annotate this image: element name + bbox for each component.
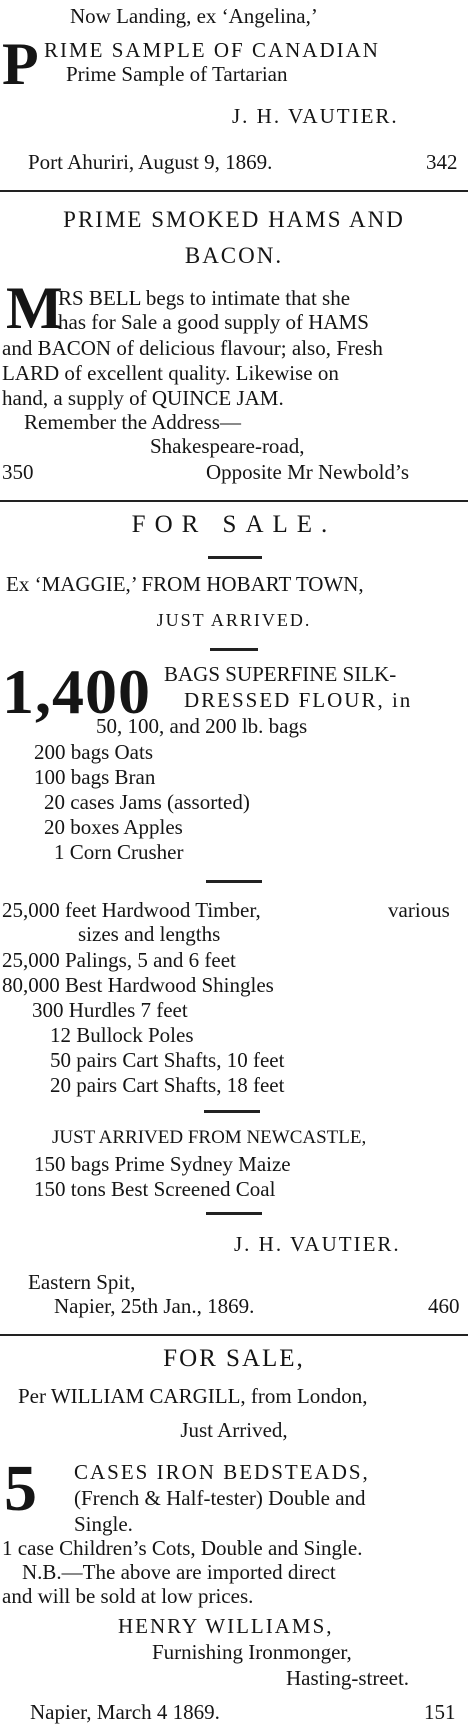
ad-line: CASES IRON BEDSTEADS,	[74, 1460, 370, 1484]
list-item: 200 bags Oats	[34, 740, 153, 764]
ad-line: Shakespeare-road,	[150, 434, 305, 458]
short-divider	[208, 556, 262, 559]
list-item-continuation: sizes and lengths	[78, 922, 221, 946]
ad-line: hand, a supply of QUINCE JAM.	[2, 386, 284, 410]
arrived-line: JUST ARRIVED.	[156, 610, 312, 630]
ad-line: LARD of excellent quality. Likewise on	[2, 361, 339, 385]
ad-line: Opposite Mr Newbold’s	[206, 460, 409, 484]
big-number: 1,400	[2, 656, 151, 727]
list-item: 25,000 Palings, 5 and 6 feet	[2, 948, 236, 972]
address-line: Eastern Spit,	[28, 1270, 136, 1294]
ad-title: FOR SALE,	[163, 1345, 305, 1372]
divider	[0, 1334, 468, 1336]
ref-number: 342	[426, 150, 458, 174]
ad-line: Single.	[74, 1512, 133, 1536]
signature: HENRY WILLIAMS,	[118, 1614, 334, 1638]
list-item: 50 pairs Cart Shafts, 10 feet	[50, 1048, 285, 1072]
short-divider	[206, 880, 262, 883]
list-item-continuation: various	[388, 898, 450, 922]
ad-line: and BACON of delicious flavour; also, Fresh	[2, 336, 383, 360]
divider	[0, 500, 468, 502]
ref-number: 151	[424, 1700, 456, 1724]
list-item: 1 Corn Crusher	[54, 840, 184, 864]
list-item: 25,000 feet Hardwood Timber,	[2, 898, 261, 922]
drop-cap: M	[6, 275, 63, 341]
ship-line: Ex ‘MAGGIE,’ FROM HOBART TOWN,	[6, 572, 364, 596]
ad-line: 50, 100, and 200 lb. bags	[96, 714, 308, 738]
place-date: Port Ahuriri, August 9, 1869.	[28, 150, 273, 174]
ad-line: BAGS SUPERFINE SILK-	[164, 662, 397, 686]
list-item: 150 tons Best Screened Coal	[34, 1177, 276, 1201]
short-divider	[206, 1212, 262, 1215]
ad-line: RIME SAMPLE OF CANADIAN	[44, 38, 380, 62]
ad-line: Prime Sample of Tartarian	[66, 62, 288, 86]
list-item: 150 bags Prime Sydney Maize	[34, 1152, 291, 1176]
per-line: Per WILLIAM CARGILL, from London,	[18, 1384, 368, 1408]
list-item: 20 pairs Cart Shafts, 18 feet	[50, 1073, 285, 1097]
ad-heading: PRIME SMOKED HAMS AND	[63, 207, 405, 232]
ad-line: RS BELL begs to intimate that she	[58, 286, 351, 310]
signature: J. H. VAUTIER.	[234, 1232, 401, 1256]
big-number: 5	[4, 1452, 38, 1525]
divider	[0, 190, 468, 192]
list-item: 100 bags Bran	[34, 765, 156, 789]
short-divider	[204, 1110, 260, 1113]
ad-line: has for Sale a good supply of HAMS	[58, 310, 369, 334]
title-line: Furnishing Ironmonger,	[152, 1640, 352, 1664]
address-line: Napier, 25th Jan., 1869.	[54, 1294, 255, 1318]
arrived-line: Just Arrived,	[180, 1418, 288, 1442]
ad-line: (French & Half-tester) Double and	[74, 1486, 366, 1510]
short-divider	[210, 648, 258, 651]
ad-line: and will be sold at low prices.	[2, 1584, 254, 1608]
ref-number: 460	[428, 1294, 460, 1318]
newcastle-line: JUST ARRIVED FROM NEWCASTLE,	[52, 1127, 367, 1148]
ad-line: N.B.—The above are imported direct	[22, 1560, 336, 1584]
ref-number: 350	[2, 460, 34, 484]
list-item: 20 boxes Apples	[44, 815, 183, 839]
date-line: Napier, March 4 1869.	[30, 1700, 220, 1724]
ad-title: FOR SALE.	[131, 511, 337, 538]
list-item: 300 Hurdles 7 feet	[32, 998, 188, 1022]
list-item: 20 cases Jams (assorted)	[44, 790, 250, 814]
signature: J. H. VAUTIER.	[232, 104, 399, 128]
ad-line: 1 case Children’s Cots, Double and Single.	[2, 1536, 363, 1560]
ad-line: Remember the Address—	[24, 410, 241, 434]
list-item: 80,000 Best Hardwood Shingles	[2, 973, 274, 997]
ad-line: DRESSED FLOUR, in	[184, 688, 413, 712]
ad-heading: BACON.	[184, 243, 284, 268]
list-item: 12 Bullock Poles	[50, 1023, 194, 1047]
drop-cap: P	[2, 31, 39, 97]
landing-line: Now Landing, ex ‘Angelina,’	[70, 4, 318, 28]
street-line: Hasting-street.	[286, 1666, 410, 1690]
